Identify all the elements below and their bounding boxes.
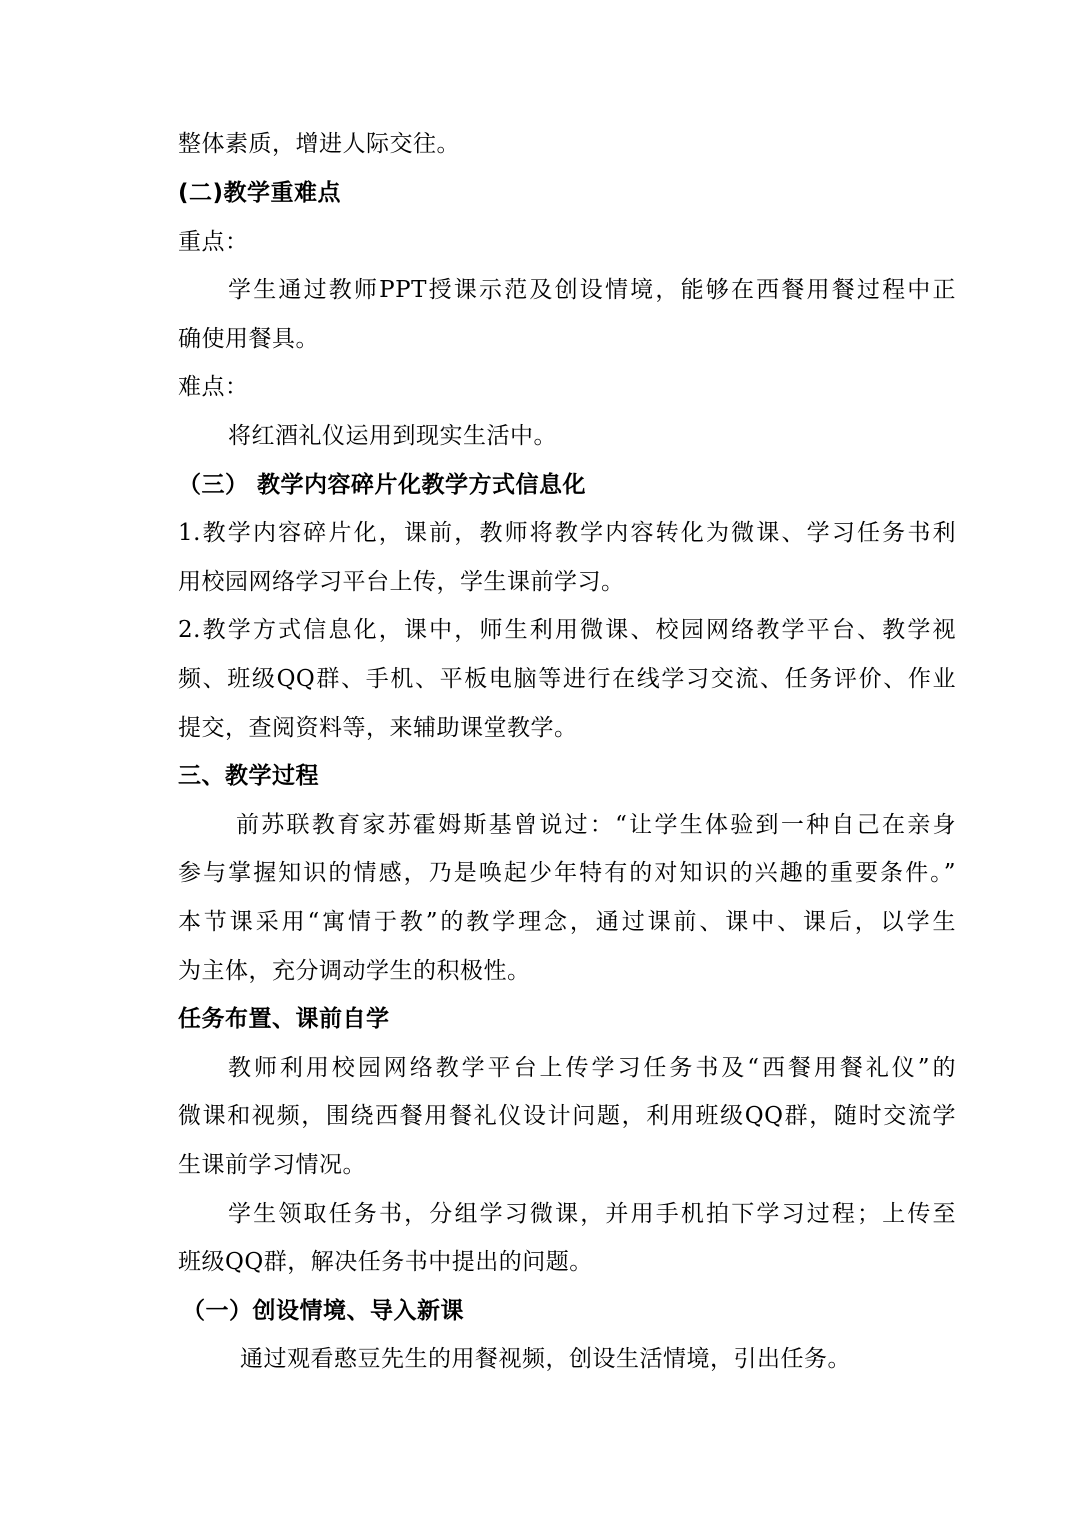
item-2-line-3: 提交，查阅资料等，来辅助课堂教学。	[178, 715, 578, 741]
paragraph-continuation: 整体素质，增进人际交往。	[178, 131, 460, 157]
quote-paragraph-line-4: 为主体，充分调动学生的积极性。	[178, 958, 531, 984]
create-situation-text: 通过观看憨豆先生的用餐视频，创设生活情境，引出任务。	[240, 1346, 851, 1372]
key-point-text-line-1: 学生通过教师PPT授课示范及创设情境，能够在西餐用餐过程中正	[228, 277, 956, 303]
difficult-point-text: 将红酒礼仪运用到现实生活中。	[228, 423, 557, 449]
teacher-paragraph-line-3: 生课前学习情况。	[178, 1152, 366, 1178]
student-paragraph-line-2: 班级QQ群，解决任务书中提出的问题。	[178, 1249, 593, 1275]
item-1-line-2: 用校园网络学习平台上传，学生课前学习。	[178, 569, 625, 595]
label-key-point: 重点：	[178, 229, 249, 255]
label-difficult-point: 难点：	[178, 374, 249, 400]
item-1-line-1: 1.教学内容碎片化，课前，教师将教学内容转化为微课、学习任务书利	[178, 520, 956, 546]
item-2-line-2: 频、班级QQ群、手机、平板电脑等进行在线学习交流、任务评价、作业	[178, 666, 956, 692]
section-heading-key-difficult-points: (二)教学重难点	[178, 180, 342, 206]
student-paragraph-line-1: 学生领取任务书，分组学习微课，并用手机拍下学习过程；上传至	[228, 1201, 956, 1227]
key-point-text-line-2: 确使用餐具。	[178, 326, 319, 352]
quote-paragraph-line-3: 本节课采用“寓情于教”的教学理念，通过课前、课中、课后，以学生	[178, 909, 956, 935]
teacher-paragraph-line-2: 微课和视频，围绕西餐用餐礼仪设计问题，利用班级QQ群，随时交流学	[178, 1103, 956, 1129]
quote-paragraph-line-1: 前苏联教育家苏霍姆斯基曾说过：“让学生体验到一种自己在亲身	[236, 812, 956, 838]
quote-paragraph-line-2: 参与掌握知识的情感，乃是唤起少年特有的对知识的兴趣的重要条件。”	[178, 860, 956, 886]
item-2-line-1: 2.教学方式信息化，课中，师生利用微课、校园网络教学平台、教学视	[178, 617, 956, 643]
chapter-heading-teaching-process: 三、教学过程	[178, 763, 319, 789]
teacher-paragraph-line-1: 教师利用校园网络教学平台上传学习任务书及“西餐用餐礼仪”的	[228, 1055, 956, 1081]
section-heading-content-fragmentation: （三） 教学内容碎片化教学方式信息化	[178, 472, 587, 498]
section-heading-task-assignment: 任务布置、课前自学	[178, 1006, 390, 1032]
section-heading-create-situation: （一）创设情境、导入新课	[182, 1298, 464, 1324]
